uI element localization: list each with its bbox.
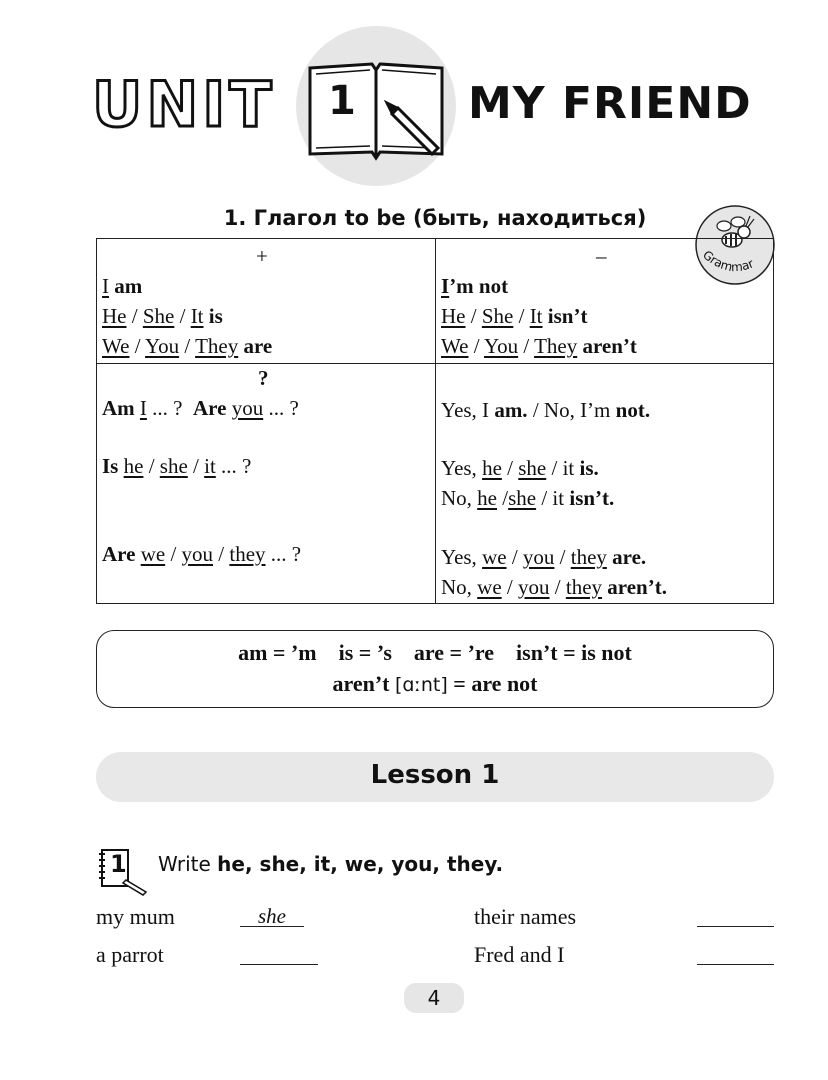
contractions-box — [96, 630, 774, 708]
lesson-header — [96, 752, 774, 802]
plus-sign: + — [256, 244, 268, 268]
exercise-number: 1 — [110, 850, 127, 878]
grammar-badge-label: Grammar — [700, 247, 756, 275]
exercise-answer-field[interactable]: she — [240, 904, 304, 927]
page-title: MY FRIEND — [468, 78, 752, 129]
positive-row-1: I am — [102, 274, 143, 298]
exercise-answer-field[interactable] — [697, 942, 774, 965]
grammar-table — [96, 238, 774, 604]
question-row-2: Is he / she / it ... ? — [102, 454, 252, 478]
exercise-item-label: my mum — [96, 904, 175, 929]
negative-row-1: I’m not — [441, 274, 509, 298]
answer-row-2-no: No, he /she / it isn’t. — [441, 486, 615, 510]
negative-row-3: We / You / They aren’t — [441, 334, 637, 358]
open-book-icon — [300, 56, 460, 166]
exercise-answer-field[interactable] — [240, 942, 318, 965]
lesson-title: Lesson 1 — [370, 760, 500, 790]
exercise-item-label: Fred and I — [474, 942, 565, 967]
minus-sign: – — [596, 244, 607, 268]
unit-number: 1 — [328, 78, 356, 124]
exercise-item-label: a parrot — [96, 942, 164, 967]
exercise-answer-field[interactable] — [697, 904, 774, 927]
answer-row-1: Yes, I am. / No, I’m not. — [441, 398, 651, 422]
negative-row-2: He / She / It isn’t — [441, 304, 588, 328]
exercise-instruction: Write he, she, it, we, you, they. — [158, 852, 504, 876]
section-title: 1. Глагол to be (быть, находиться) — [223, 206, 647, 230]
question-row-3: Are we / you / they ... ? — [102, 542, 302, 566]
page-number: 4 — [404, 983, 464, 1013]
contractions-line-1: am = ’m is = ’s are = ’re isn’t = is not — [238, 640, 632, 665]
answer-row-2-yes: Yes, he / she / it is. — [441, 456, 599, 480]
contractions-line-2: aren’t [ɑːnt] = are not — [332, 671, 538, 696]
question-sign: ? — [258, 366, 269, 390]
positive-row-2: He / She / It is — [102, 304, 223, 328]
answer-row-3-yes: Yes, we / you / they are. — [441, 545, 647, 569]
unit-word: UNIT — [92, 68, 276, 141]
answer-row-3-no: No, we / you / they aren’t. — [441, 575, 667, 599]
positive-row-3: We / You / They are — [102, 334, 273, 358]
question-row-1: Am I ... ? Are you ... ? — [102, 396, 299, 420]
exercise-item-label: their names — [474, 904, 577, 929]
